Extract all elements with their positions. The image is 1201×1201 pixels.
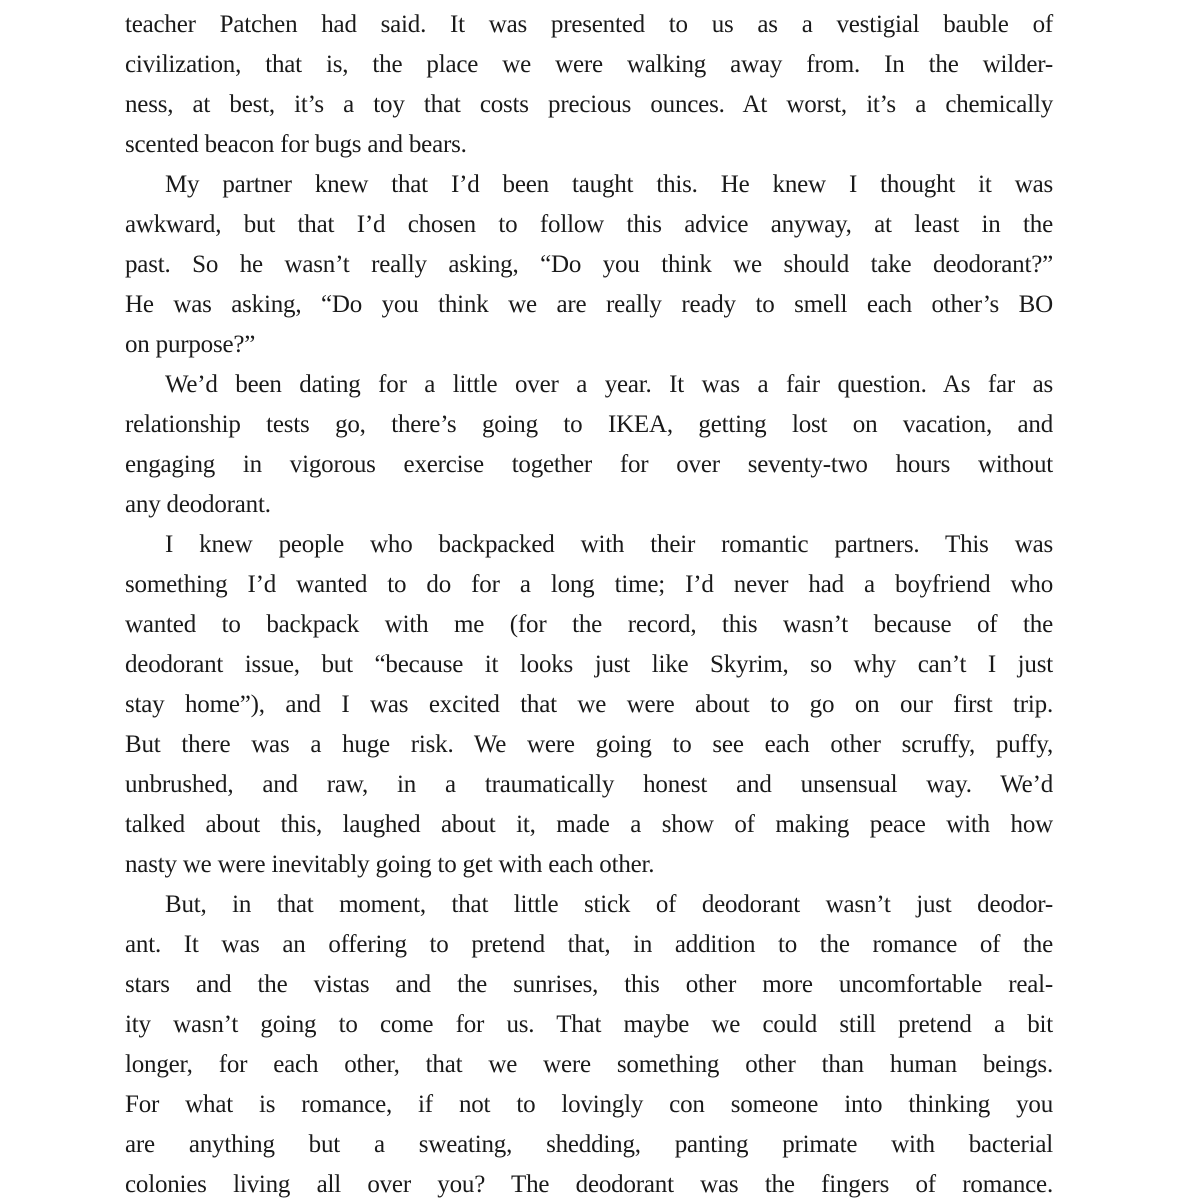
text-line: ant. It was an offering to pretend that, in addition to the romance of the (125, 931, 1053, 958)
text-line: But, in that moment, that little stick of deodorant wasn’t just deodor- (165, 891, 1053, 918)
text-line: deodorant issue, but “because it looks just like Skyrim, so why can’t I just (125, 651, 1053, 678)
text-line: colonies living all over you? The deodorant was the fingers of romance. (125, 1171, 1053, 1198)
text-line: scented beacon for bugs and bears. (125, 131, 467, 158)
text-line: stars and the vistas and the sunrises, this other more uncomfortable real- (125, 971, 1053, 998)
text-line: engaging in vigorous exercise together for over seventy-two hours without (125, 451, 1053, 478)
paragraph (125, 5, 1053, 165)
paragraph (125, 525, 1053, 885)
text-line: wanted to backpack with me (for the record, this wasn’t because of the (125, 611, 1053, 638)
text-line: He was asking, “Do you think we are really ready to smell each other’s BO (125, 291, 1053, 318)
text-line: My partner knew that I’d been taught this. He knew I thought it was (165, 171, 1053, 198)
text-line: For what is romance, if not to lovingly con someone into thinking you (125, 1091, 1053, 1118)
text-line: are anything but a sweating, shedding, panting primate with bacterial (125, 1131, 1053, 1158)
text-line: longer, for each other, that we were something other than human beings. (125, 1051, 1053, 1078)
text-line: teacher Patchen had said. It was presented to us as a vestigial bauble of (125, 11, 1053, 38)
text-line: any deodorant. (125, 491, 271, 518)
text-line: ity wasn’t going to come for us. That maybe we could still pretend a bit (125, 1011, 1053, 1038)
text-line: on purpose?” (125, 331, 256, 358)
text-line: stay home”), and I was excited that we were about to go on our first trip. (125, 691, 1053, 718)
paragraph (125, 365, 1053, 525)
paragraph (125, 885, 1053, 1201)
text-line: relationship tests go, there’s going to IKEA, getting lost on vacation, and (125, 411, 1053, 438)
text-line: I knew people who backpacked with their romantic partners. This was (165, 531, 1053, 558)
text-line: We’d been dating for a little over a year. It was a fair question. As far as (165, 371, 1053, 398)
text-line: awkward, but that I’d chosen to follow this advice anyway, at least in the (125, 211, 1053, 238)
text-line: something I’d wanted to do for a long time; I’d never had a boyfriend who (125, 571, 1053, 598)
text-line: talked about this, laughed about it, made a show of making peace with how (125, 811, 1053, 838)
text-line: ness, at best, it’s a toy that costs precious ounces. At worst, it’s a chemically (125, 91, 1053, 118)
text-line: But there was a huge risk. We were going to see each other scruffy, puffy, (125, 731, 1053, 758)
paragraph (125, 165, 1053, 365)
text-line: nasty we were inevitably going to get with each other. (125, 851, 655, 878)
text-line: past. So he wasn’t really asking, “Do you think we should take deodorant?” (125, 251, 1053, 278)
text-line: civilization, that is, the place we were walking away from. In the wilder- (125, 51, 1053, 78)
text-line: unbrushed, and raw, in a traumatically honest and unsensual way. We’d (125, 771, 1053, 798)
